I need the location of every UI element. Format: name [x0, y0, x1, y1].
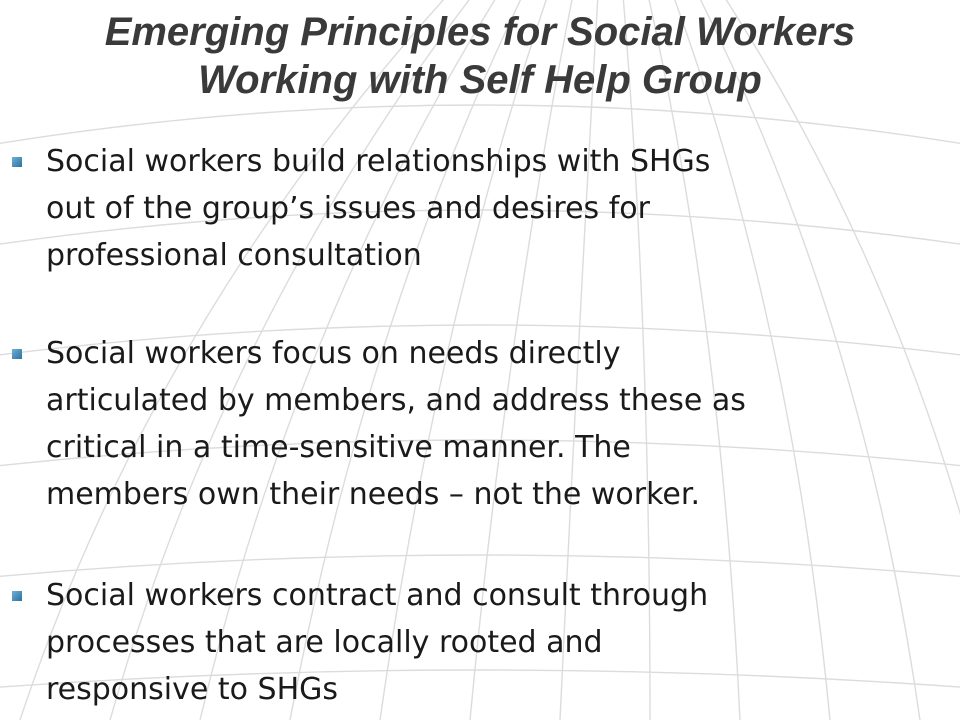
bullet-text: Social workers focus on needs directly articulated by members, and address these as critical in a time-sensitive manner. The members own their needs – not the worker. — [46, 336, 746, 512]
bullet-text: Social workers contract and consult through processes that are locally rooted and responsive to SHGs — [46, 578, 709, 707]
slide-title-line-1: Emerging Principles for Social Workers — [104, 10, 856, 54]
bullet-text: Social workers build relationships with SHGs out of the group’s issues and desires for professional consultation — [46, 144, 711, 273]
square-bullet-icon — [12, 157, 22, 167]
square-bullet-icon — [12, 591, 22, 601]
slide-title-line-2: Working with Self Help Group — [198, 58, 762, 102]
square-bullet-icon — [12, 349, 22, 359]
